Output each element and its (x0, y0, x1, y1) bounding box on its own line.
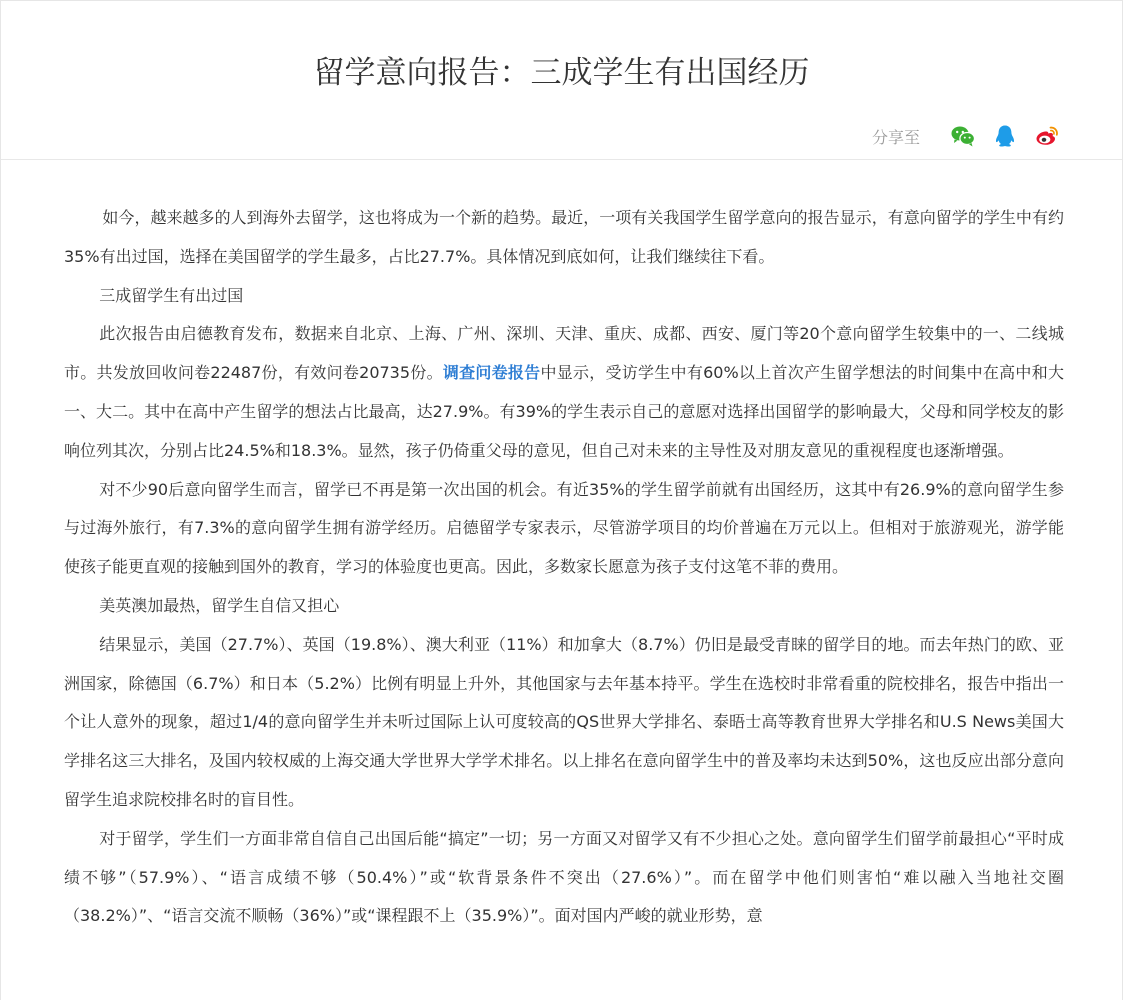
wechat-icon[interactable] (950, 123, 976, 149)
paragraph-report-text-2: 中显示，受访学生中有60%以上首次产生留学想法的时间集中在高中和大一、大二。其中在高中产生留学的想法占比最高，达27.9%。有39%的学生表示自己的意愿对选择出国留学的影响最大，父母和同学校友的影响位列其次，分别占比24.5%和18.3%。显然，孩子仍倚重父母的意见，但自己对未来的主导性及对朋友意见的重视程度也逐渐增强。 (64, 363, 1064, 460)
paragraph-report-text-1: 此次报告由启德教育发布，数据来自北京、上海、广州、深圳、天津、重庆、成都、西安、厦门等20个意向留学生较集中的一、二线城市。共发放回收问卷22487份，有效问卷20735份。 (64, 324, 1064, 383)
section-heading-2: 美英澳加最热，留学生自信又担心 (99, 595, 340, 615)
paragraph-intro: 如今，越来越多的人到海外去留学，这也将成为一个新的趋势。最近，一项有关我国学生留学意向的报告显示，有意向留学的学生中有约35%有出过国，选择在美国留学的学生最多，占比27.7%。具体情况到底如何，让我们继续往下看。 (64, 208, 1064, 266)
paragraph-destinations: 结果显示，美国（27.7%）、英国（19.8%）、澳大利亚（11%）和加拿大（8.7%）仍旧是最受青睐的留学目的地。而去年热门的欧、亚洲国家，除德国（6.7%）和日本（5.2%）比例有明显上升外，其他国家与去年基本持平。学生在选校时非常看重的院校排名，报告中指出一个让人意外的现象，超过1/4的意向留学生并未听过国际上认可度较高的QS世界大学排名、泰晤士高等教育世界大学排名和U.S News美国大学排名这三大排名，及国内较权威的上海交通大学世界大学学术排名。以上排名在意向留学生中的普及率均未达到50%，这也反应出部分意向留学生追求院校排名时的盲目性。 (64, 634, 1064, 809)
weibo-icon[interactable] (1034, 123, 1060, 149)
article-body (64, 199, 1064, 936)
paragraph-concerns: 对于留学，学生们一方面非常自信自己出国后能“搞定”一切；另一方面又对留学又有不少担心之处。意向留学生们留学前最担心“平时成绩不够”（57.9%）、“语言成绩不够（50.4%）”或“软背景条件不突出（27.6%）”。而在留学中他们则害怕“难以融入当地社交圈（38.2%）”、“语言交流不顺畅（36%）”或“课程跟不上（35.9%）”。面对国内严峻的就业形势，意 (64, 828, 1064, 926)
paragraph-experience: 对不少90后意向留学生而言，留学已不再是第一次出国的机会。有近35%的学生留学前就有出国经历，这其中有26.9%的意向留学生参与过海外旅行，有7.3%的意向留学生拥有游学经历。启德留学专家表示，尽管游学项目的均价普遍在万元以上。但相对于旅游观光，游学能使孩子能更直观的接触到国外的教育，学习的体验度也更高。因此，多数家长愿意为孩子支付这笔不菲的费用。 (64, 479, 1064, 577)
share-bar (872, 122, 1060, 150)
section-heading-1: 三成留学生有出过国 (99, 285, 244, 305)
article-header (1, 1, 1122, 160)
survey-report-link[interactable]: 调查问卷报告 (442, 363, 541, 383)
share-label: 分享至 (871, 127, 920, 147)
qq-icon[interactable] (992, 123, 1018, 149)
paragraph-report (64, 315, 1064, 470)
article-title: 留学意向报告：三成学生有出国经历 (313, 55, 810, 91)
